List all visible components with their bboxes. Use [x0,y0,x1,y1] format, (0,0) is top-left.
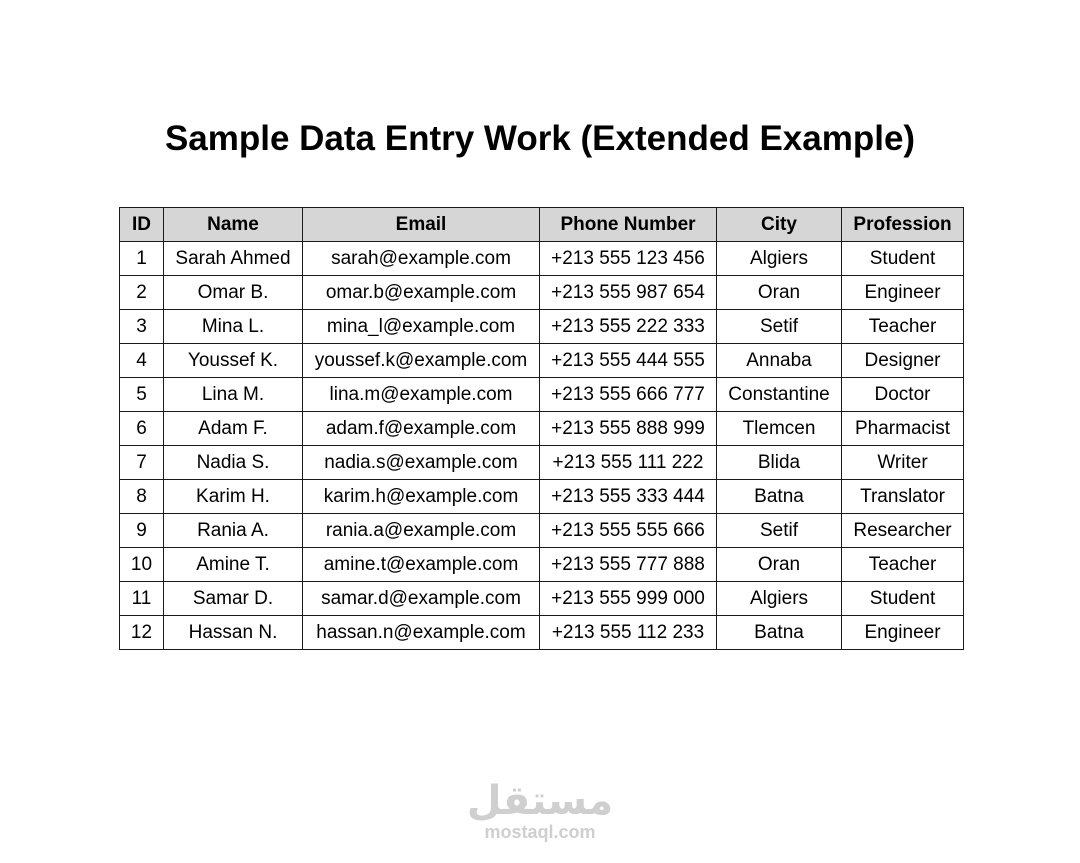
cell-profession: Engineer [842,616,964,650]
watermark-url: mostaql.com [484,822,596,842]
cell-name: Amine T. [164,548,303,582]
cell-email: sarah@example.com [303,242,540,276]
column-header-phone: Phone Number [540,208,717,242]
cell-city: Blida [717,446,842,480]
cell-profession: Teacher [842,548,964,582]
cell-phone: +213 555 333 444 [540,480,717,514]
cell-id: 3 [120,310,164,344]
cell-name: Nadia S. [164,446,303,480]
cell-name: Lina M. [164,378,303,412]
cell-id: 1 [120,242,164,276]
cell-profession: Doctor [842,378,964,412]
table-row [120,548,964,582]
cell-city: Tlemcen [717,412,842,446]
cell-name: Rania A. [164,514,303,548]
cell-name: Omar B. [164,276,303,310]
cell-profession: Writer [842,446,964,480]
cell-profession: Designer [842,344,964,378]
cell-profession: Student [842,582,964,616]
data-table [119,207,964,650]
table-row [120,514,964,548]
cell-city: Algiers [717,582,842,616]
cell-profession: Pharmacist [842,412,964,446]
cell-name: Hassan N. [164,616,303,650]
table-row [120,310,964,344]
table-row [120,276,964,310]
cell-profession: Student [842,242,964,276]
cell-email: amine.t@example.com [303,548,540,582]
cell-name: Sarah Ahmed [164,242,303,276]
cell-city: Annaba [717,344,842,378]
cell-phone: +213 555 777 888 [540,548,717,582]
table-body [120,242,964,650]
cell-id: 5 [120,378,164,412]
cell-city: Setif [717,514,842,548]
cell-id: 9 [120,514,164,548]
cell-profession: Researcher [842,514,964,548]
cell-city: Setif [717,310,842,344]
cell-city: Batna [717,480,842,514]
column-header-id: ID [120,208,164,242]
table-row [120,582,964,616]
cell-id: 11 [120,582,164,616]
cell-email: rania.a@example.com [303,514,540,548]
column-header-profession: Profession [842,208,964,242]
cell-email: youssef.k@example.com [303,344,540,378]
cell-phone: +213 555 987 654 [540,276,717,310]
table-row [120,378,964,412]
document-title: Sample Data Entry Work (Extended Example) [164,119,916,158]
cell-email: hassan.n@example.com [303,616,540,650]
cell-phone: +213 555 666 777 [540,378,717,412]
table-row [120,344,964,378]
cell-city: Algiers [717,242,842,276]
cell-phone: +213 555 112 233 [540,616,717,650]
cell-phone: +213 555 555 666 [540,514,717,548]
cell-name: Adam F. [164,412,303,446]
cell-email: lina.m@example.com [303,378,540,412]
cell-profession: Translator [842,480,964,514]
watermark [440,780,640,842]
cell-profession: Teacher [842,310,964,344]
table-row [120,446,964,480]
table-row [120,412,964,446]
cell-city: Batna [717,616,842,650]
cell-email: karim.h@example.com [303,480,540,514]
table-row [120,616,964,650]
cell-id: 8 [120,480,164,514]
cell-phone: +213 555 999 000 [540,582,717,616]
cell-email: omar.b@example.com [303,276,540,310]
cell-id: 4 [120,344,164,378]
cell-id: 12 [120,616,164,650]
cell-name: Mina L. [164,310,303,344]
column-header-name: Name [164,208,303,242]
table-row [120,242,964,276]
cell-phone: +213 555 222 333 [540,310,717,344]
cell-email: samar.d@example.com [303,582,540,616]
table-header-row [120,208,964,242]
cell-profession: Engineer [842,276,964,310]
cell-id: 2 [120,276,164,310]
watermark-logo: مستقل [466,778,614,824]
cell-email: mina_l@example.com [303,310,540,344]
cell-id: 10 [120,548,164,582]
cell-phone: +213 555 123 456 [540,242,717,276]
cell-city: Constantine [717,378,842,412]
cell-email: adam.f@example.com [303,412,540,446]
cell-email: nadia.s@example.com [303,446,540,480]
column-header-city: City [717,208,842,242]
column-header-email: Email [303,208,540,242]
table-row [120,480,964,514]
cell-id: 6 [120,412,164,446]
cell-city: Oran [717,548,842,582]
cell-phone: +213 555 111 222 [540,446,717,480]
cell-name: Karim H. [164,480,303,514]
cell-phone: +213 555 888 999 [540,412,717,446]
cell-name: Samar D. [164,582,303,616]
cell-city: Oran [717,276,842,310]
cell-name: Youssef K. [164,344,303,378]
cell-id: 7 [120,446,164,480]
cell-phone: +213 555 444 555 [540,344,717,378]
